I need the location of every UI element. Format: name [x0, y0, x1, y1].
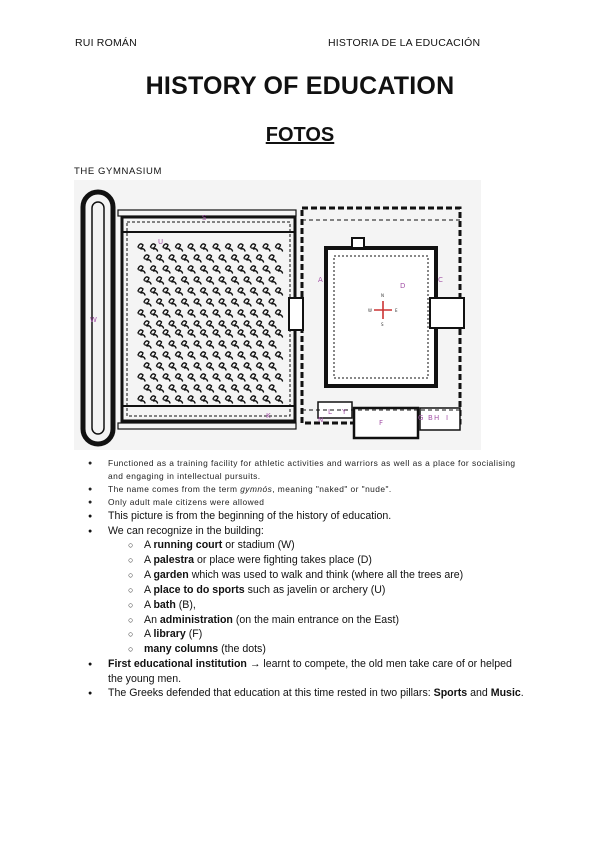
- plan-letter: K: [266, 412, 271, 420]
- gymnasium-notes: [86, 457, 526, 701]
- header-course: HISTORIA DE LA EDUCACIÓN: [328, 37, 481, 49]
- plan-letter: B: [428, 414, 433, 422]
- feature-item: ○ An administration (on the main entrance on the East): [108, 613, 526, 628]
- svg-text:E: E: [395, 308, 398, 313]
- feature-item: ○ A palestra or place were fighting takes place (D): [108, 553, 526, 568]
- feature-item: ○ A library (F): [108, 627, 526, 642]
- plan-letter: Y: [342, 408, 347, 416]
- plan-letter: D: [400, 282, 406, 290]
- feature-item: ○ A place to do sports such as javelin or archery (U): [108, 583, 526, 598]
- feature-item: ○ A garden which was used to walk and think (where all the trees are): [108, 568, 526, 583]
- page-subtitle: FOTOS: [265, 124, 335, 146]
- plan-letter: C: [438, 276, 443, 284]
- svg-text:W: W: [368, 308, 372, 313]
- plan-letter: S: [202, 214, 207, 222]
- plan-letter: F: [379, 419, 384, 427]
- plan-letter: A: [318, 276, 323, 284]
- plan-letter: N: [318, 416, 324, 424]
- header-author: RUI ROMÁN: [75, 37, 137, 49]
- list-item: ● Only adult male citizens were allowed: [86, 496, 526, 509]
- list-item: ● First educational institution → learnt to compete, the old men take care of or helped the young men.: [86, 657, 526, 686]
- feature-item: ○ A running court or stadium (W): [108, 538, 526, 553]
- section-label: THE GYMNASIUM: [74, 166, 163, 177]
- list-item: ● The name comes from the term gymnós, meaning "naked" or "nude".: [86, 483, 526, 496]
- list-item: ● We can recognize in the building: ○ A running court or stadium (W) ○ A palestra or place were fighting takes place (D) ○ A garden which was used to walk and think (where all the trees are) ○ A place to do sports such as javelin or archery (U) ○ A bath (B), ○ An administration (on the main entrance on the East) ○ A library (F) ○ many columns (the dots): [86, 524, 526, 658]
- page-title: HISTORY OF EDUCATION: [145, 72, 455, 100]
- list-item: ● This picture is from the beginning of the history of education.: [86, 509, 526, 524]
- gymnasium-floor-plan: [74, 180, 481, 450]
- plan-letter: G: [418, 414, 424, 422]
- plan-letter: H: [434, 414, 440, 422]
- palestra-court: [326, 248, 436, 386]
- plan-letter: W: [90, 316, 97, 324]
- svg-text:S: S: [381, 322, 384, 327]
- list-item: ● Functioned as a training facility for athletic activities and warriors as well as a place for socialising and engaging in intellectual pursuits.: [86, 457, 526, 483]
- feature-item: ○ many columns (the dots): [108, 642, 526, 657]
- plan-letter: L: [328, 408, 332, 416]
- plan-letter: U: [158, 238, 164, 246]
- svg-text:N: N: [381, 293, 384, 298]
- building-features: [108, 538, 526, 657]
- plan-letter: I: [446, 414, 449, 422]
- feature-item: ○ A bath (B),: [108, 598, 526, 613]
- list-item: ● The Greeks defended that education at this time rested in two pillars: Sports and Music.: [86, 686, 526, 701]
